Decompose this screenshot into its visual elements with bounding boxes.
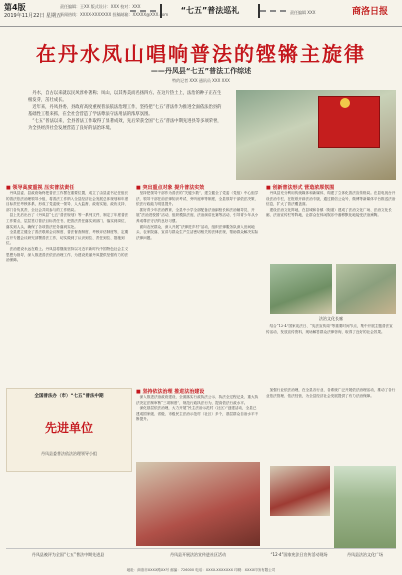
award-certificate — [6, 388, 132, 472]
column-3c — [266, 388, 396, 464]
page-footer: 地址：商洛市XXXX路XX号 邮编：726000 电话：XXXX-XXXXXXX 印刷：XXXX印务有限公司 — [126, 568, 276, 572]
emblem-icon — [340, 98, 350, 108]
headline: 在丹水凤山唱响普法的铿锵主旋律 — [36, 42, 366, 66]
paragraph: 深化基层依法治理，大力开展“民主法治示范村（社区）”创建活动，全县已建成国家级、省级、市级民主法治示范村（社区）多个，基层群众自治水平不断提升。 — [136, 406, 259, 422]
caption-square: “12·4”国家宪法日宣传活动现场 — [270, 552, 328, 557]
column-3 — [266, 184, 396, 264]
caption-divider — [6, 548, 396, 549]
section-heading: ■ 坚持依法治理 推进法治建设 — [136, 389, 205, 395]
column-2 — [136, 184, 260, 384]
paragraph: 全县建立健全了普法联席会议制度、普法督查制度、考核评估制度等，定期召开专题会议研究部署普法工作，切实做到了认识到位、责任到位、措施到位。 — [6, 230, 129, 246]
award-title: 先进单位 — [44, 421, 93, 435]
photo-park — [270, 264, 332, 314]
paragraph: 法治建设永远在路上。丹凤县将继续坚持以习近平新时代中国特色社会主义思想为指导，深入推进普法依法治理工作，为建设美丽丹凤提供坚强有力的法治保障。 — [6, 246, 129, 263]
award-bottom-line: 丹凤县委普法依法治理领导小组 — [41, 451, 97, 456]
column-3b — [266, 324, 396, 384]
editors: 责任编辑 XXX — [290, 10, 316, 15]
paragraph: 结合“12·4”国家宪法日、“宪法宣传周”等重要时间节点，集中开展主题普法宣传活动，发放宣传资料，现场解答群众法律咨询，取得了良好的社会效果。 — [266, 324, 393, 334]
editor-meta: 责任编辑：王XX 版式设计：XXX 校对：XXX — [60, 4, 141, 9]
paragraph: 深入推进法治政府建设，全面落实行政执法公示、执法全过程记录、重大执法决定法制审核“三项制度”，规范行政执法行为，提高依法行政水平。 — [136, 395, 259, 405]
photo-square — [270, 466, 330, 516]
paragraph: 面向农民群众，深入开展“法律进乡村”活动，组织法律服务队深入田间地头、农家院落，宣讲与群众生产生活密切相关的法律法规，帮助群众解决实际法律问题。 — [136, 224, 259, 240]
header-dashes-left — [130, 10, 156, 12]
masthead-logo: 商洛日报 — [352, 7, 389, 17]
paragraph: 丹凤县委、县政府始终把普法工作摆在重要位置，成立了由县委书记任组长的普法依法治理领导小组，将普法工作纳入全县经济社会发展总体规划和年度目标责任考核体系，形成了党委统一领导、人大监督、政府实施、政协支持、部门各负其责、全社会共同参与的工作格局。 — [6, 191, 129, 212]
contact-meta: 新闻热线：XXXX-XXXXXXX 投稿邮箱：XXXXX@XXX.com — [60, 12, 169, 17]
caption-gate: 丹凤县法治文化广场 — [347, 552, 383, 557]
paragraph: 加强行业依法治理，在全县各行业、各系统广泛开展依法治理活动，推动了各行业依法管理、依法经营，为全县经济社会发展提供了有力法治保障。 — [266, 388, 396, 398]
page-header — [0, 0, 402, 26]
photo-activity — [136, 462, 260, 546]
subheadline: ——丹凤县“七五”普法工作综述 — [150, 67, 252, 75]
photo-gate — [334, 466, 396, 548]
photo-mural — [336, 264, 396, 314]
issue-date: 2019年11月22日 星期五 — [4, 13, 62, 19]
section-title: “七五”普法巡礼 — [160, 4, 260, 18]
intro-paragraph: 丹水，自古以来就以民风淳朴著称；凤山，以其秀美而名扬四方。在这片热土上，法治的种子正在生根发芽，茁壮成长。 — [28, 91, 222, 103]
page-number: 第4版 — [4, 3, 26, 12]
intro-paragraph: 近年来，丹凤县委、县政府高度重视普法依法治理工作，坚持把“七五”普法作为推进全面依法治县的基础性工程来抓，在全社会营造了学法尊法守法用法的浓厚氛围。 — [28, 105, 222, 117]
paragraph: 县上先后出台了《丹凤县“七五”普法规划》等一系列文件，制定了年度普法工作要点，层层签订普法目标责任书，把普法责任落实到部门、落实到岗位、落实到人头，确保了各项普法任务落到实处。 — [6, 213, 129, 229]
header-divider — [0, 26, 402, 27]
paragraph: 抓好青少年法治教育，全县中小学全部配备法治副校长和法治辅导员，开展“法治进校园”活动，组织模拟法庭、法治演讲比赛等活动，引导青少年从小养成尊法守法的良好习惯。 — [136, 207, 259, 223]
column-2b — [136, 388, 260, 458]
header-dashes-right — [260, 10, 286, 12]
section-heading: ■ 创新普法形式 营造浓厚氛围 — [266, 185, 335, 191]
column-1 — [6, 184, 130, 384]
byline: 特约记者 XXX 通讯员 XXX XXX — [172, 78, 230, 83]
caption-award: 丹凤县被评为全国“七五”普法中期先进县 — [31, 552, 105, 557]
section-heading: ■ 领导高度重视 压实普法责任 — [6, 185, 75, 191]
paragraph: 建设法治文化阵地，在县城和各镇（街道）建成了法治文化广场、法治文化长廊、法治宣传栏等阵地，让群众在休闲娱乐中潜移默化地接受法治熏陶。 — [266, 207, 392, 218]
section-heading: ■ 突出重点对象 提升普法实效 — [136, 185, 205, 191]
paragraph: 坚持把领导干部作为普法的“关键少数”，建立健全了党委（党组）中心组学法、领导干部任前法律知识考试、旁听庭审等制度，全县领导干部依法决策、依法行政能力明显提升。 — [136, 191, 259, 207]
intro-paragraph: “七五”普法以来，全县普法工作取得了显著成效，先后荣获全国“七五”普法中期先进县等多项荣誉，为全县经济社会发展营造了良好的法治环境。 — [28, 119, 222, 131]
photo-caption: 法治文化长廊 — [319, 316, 343, 321]
paragraph: 丹凤县充分利用传统媒体和新媒体，构建了立体化普法宣传格局。在县电视台开设法治专栏，在报纸开辟法治专版，通过微信公众号、微博等新媒体平台推送法治信息，扩大了普法覆盖面。 — [266, 191, 396, 207]
award-top-line: 全国普法办（市）“七五”普法中期 — [34, 394, 104, 399]
caption-activity: 丹凤县开展法治宣传进社区活动 — [170, 552, 226, 557]
intro-text — [28, 90, 223, 160]
